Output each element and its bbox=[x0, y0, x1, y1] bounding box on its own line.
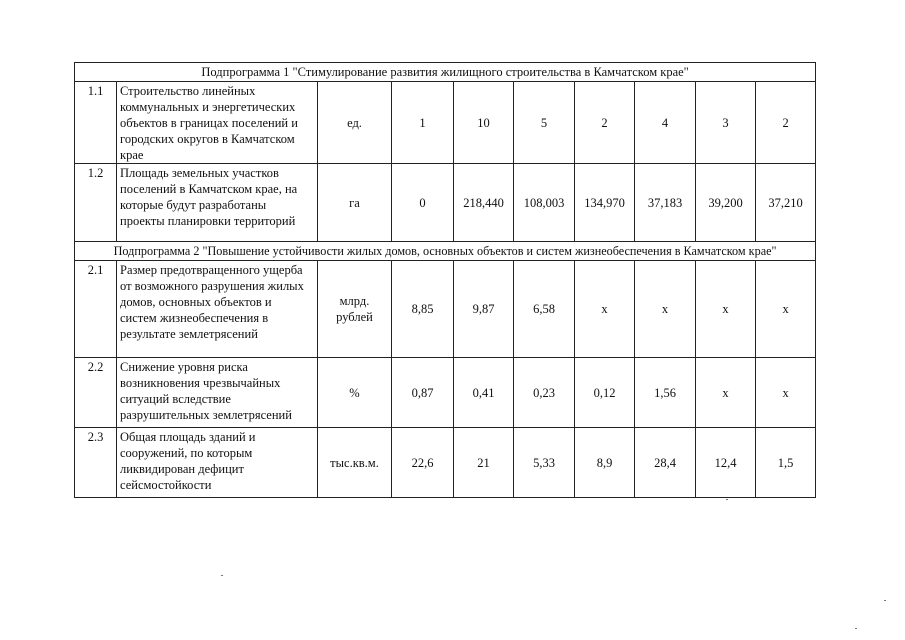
indicator-name: Размер предотвращенного ущерба от возможного разрушения жилых домов, основных объектов и систем жизнеобеспечения в результате землетрясений bbox=[117, 261, 318, 358]
value-cell: 0,41 bbox=[454, 358, 514, 428]
subprogram-1-title: Подпрограмма 1 "Стимулирование развития жилищного строительства в Камчатском крае" bbox=[75, 63, 816, 82]
value-cell: 39,200 bbox=[696, 164, 756, 242]
scan-speck bbox=[884, 600, 886, 601]
indicator-name: Строительство линейных коммунальных и энергетических объектов в границах поселений и городских округов в Камчатском крае bbox=[117, 82, 318, 164]
value-cell: 1,5 bbox=[756, 428, 816, 498]
value-cell: 2 bbox=[575, 82, 635, 164]
value-cell: 0 bbox=[392, 164, 454, 242]
value-cell: 134,970 bbox=[575, 164, 635, 242]
value-cell: 0,12 bbox=[575, 358, 635, 428]
value-cell: 9,87 bbox=[454, 261, 514, 358]
value-cell: 37,183 bbox=[635, 164, 696, 242]
unit-cell: ед. bbox=[318, 82, 392, 164]
value-cell: 6,58 bbox=[514, 261, 575, 358]
row-number: 2.1 bbox=[75, 261, 117, 358]
value-cell: 2 bbox=[756, 82, 816, 164]
value-cell: 0,23 bbox=[514, 358, 575, 428]
value-cell: х bbox=[756, 358, 816, 428]
value-cell: 22,6 bbox=[392, 428, 454, 498]
subprogram-1-header-row bbox=[75, 63, 816, 82]
value-cell: 8,85 bbox=[392, 261, 454, 358]
indicator-name: Площадь земельных участков поселений в Камчатском крае, на которые будут разработаны проекты планировки территорий bbox=[117, 164, 318, 242]
value-cell: х bbox=[696, 261, 756, 358]
value-cell: 3 bbox=[696, 82, 756, 164]
value-cell: 8,9 bbox=[575, 428, 635, 498]
value-cell: х bbox=[575, 261, 635, 358]
unit-cell: га bbox=[318, 164, 392, 242]
value-cell: х bbox=[756, 261, 816, 358]
value-cell: 21 bbox=[454, 428, 514, 498]
scan-speck bbox=[726, 499, 728, 500]
value-cell: х bbox=[696, 358, 756, 428]
value-cell: 4 bbox=[635, 82, 696, 164]
value-cell: 0,87 bbox=[392, 358, 454, 428]
indicator-name: Общая площадь зданий и сооружений, по которым ликвидирован дефицит сейсмостойкости bbox=[117, 428, 318, 498]
row-number: 2.2 bbox=[75, 358, 117, 428]
scan-speck bbox=[221, 575, 223, 576]
value-cell: 108,003 bbox=[514, 164, 575, 242]
table-row bbox=[75, 358, 816, 428]
row-number: 2.3 bbox=[75, 428, 117, 498]
subprogram-2-title: Подпрограмма 2 "Повышение устойчивости жилых домов, основных объектов и систем жизнеобеспечения в Камчатском крае" bbox=[75, 242, 816, 261]
value-cell: 37,210 bbox=[756, 164, 816, 242]
scan-speck bbox=[855, 628, 857, 629]
value-cell: 10 bbox=[454, 82, 514, 164]
value-cell: х bbox=[635, 261, 696, 358]
indicators-table bbox=[74, 62, 816, 498]
unit-cell: % bbox=[318, 358, 392, 428]
value-cell: 28,4 bbox=[635, 428, 696, 498]
value-cell: 1 bbox=[392, 82, 454, 164]
table-row bbox=[75, 82, 816, 164]
table-row bbox=[75, 261, 816, 358]
value-cell: 12,4 bbox=[696, 428, 756, 498]
row-number: 1.2 bbox=[75, 164, 117, 242]
subprogram-2-header-row bbox=[75, 242, 816, 261]
value-cell: 5,33 bbox=[514, 428, 575, 498]
table-row bbox=[75, 164, 816, 242]
row-number: 1.1 bbox=[75, 82, 117, 164]
unit-cell: тыс.кв.м. bbox=[318, 428, 392, 498]
unit-cell: млрд. рублей bbox=[318, 261, 392, 358]
value-cell: 218,440 bbox=[454, 164, 514, 242]
value-cell: 5 bbox=[514, 82, 575, 164]
table-row bbox=[75, 428, 816, 498]
indicator-name: Снижение уровня риска возникновения чрезвычайных ситуаций вследствие разрушительных землетрясений bbox=[117, 358, 318, 428]
value-cell: 1,56 bbox=[635, 358, 696, 428]
